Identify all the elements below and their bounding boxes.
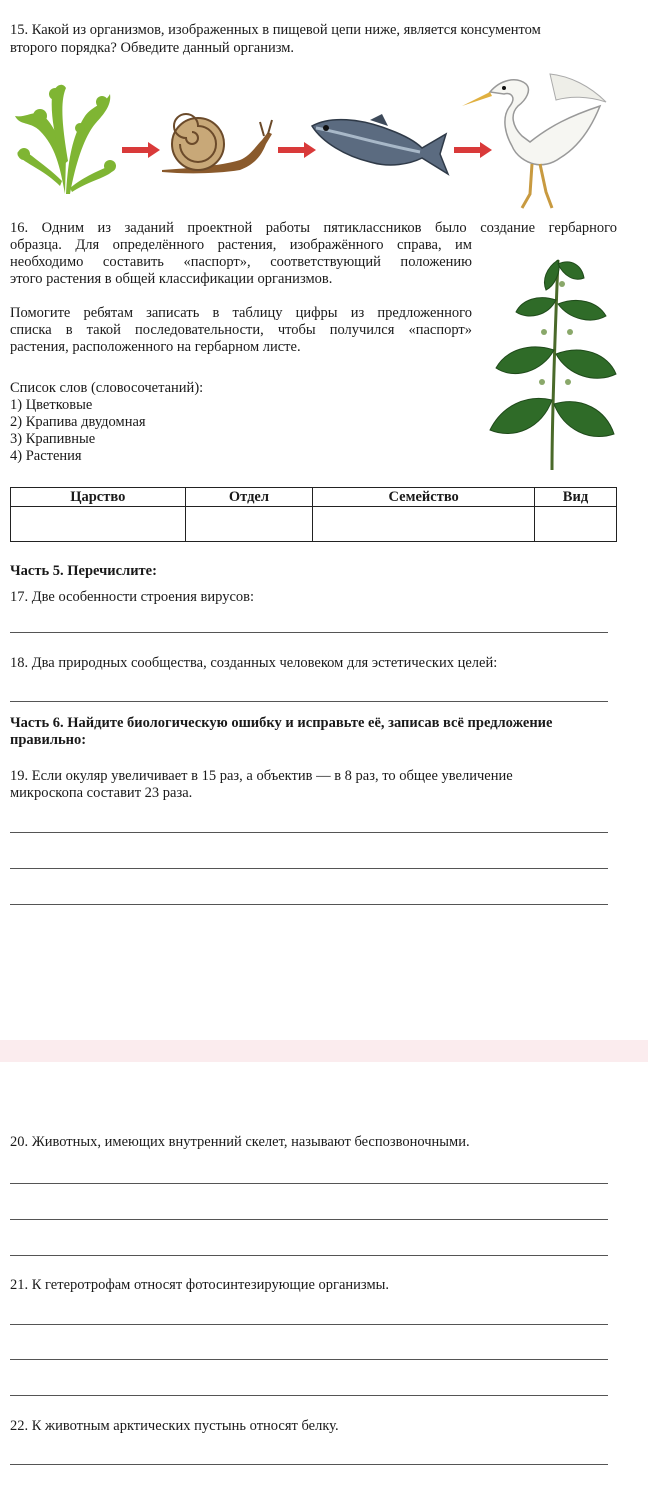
table-answer-cell[interactable] xyxy=(11,507,186,542)
answer-line[interactable] xyxy=(10,1464,608,1465)
answer-line[interactable] xyxy=(10,1255,608,1256)
answer-line[interactable] xyxy=(10,868,608,869)
q18-text: 18. Два природных сообщества, созданных человеком для эстетических целей: xyxy=(10,655,498,671)
seaweed-icon[interactable] xyxy=(10,76,120,196)
arrow-icon xyxy=(122,142,160,158)
answer-line[interactable] xyxy=(10,1359,608,1360)
nettle-plant-icon xyxy=(482,250,622,472)
part6-title-line1: Часть 6. Найдите биологическую ошибку и исправьте её, записав всё предложение xyxy=(10,715,553,731)
word-list-item: 3) Крапивные xyxy=(10,431,96,447)
table-header: Отдел xyxy=(185,488,313,507)
word-list-item: 4) Растения xyxy=(10,448,82,464)
table-answer-cell[interactable] xyxy=(185,507,313,542)
table-header: Царство xyxy=(11,488,186,507)
table-header: Семейство xyxy=(313,488,535,507)
table-header: Вид xyxy=(534,488,616,507)
q19-text-line1: 19. Если окуляр увеличивает в 15 раз, а объектив — в 8 раз, то общее увеличение xyxy=(10,768,513,784)
q17-text: 17. Две особенности строения вирусов: xyxy=(10,589,255,605)
answer-line[interactable] xyxy=(10,904,608,905)
q16-text-line1: 16. Одним из заданий проектной работы пятиклассников было создание гербарного xyxy=(10,220,617,236)
page-separator xyxy=(0,1040,648,1062)
q16-help-line2: списка в такой последовательности, чтобы получился «паспорт» xyxy=(10,322,472,338)
q19-text-line2: микроскопа составит 23 раза. xyxy=(10,785,193,801)
q16-help-line1: Помогите ребятам записать в таблицу цифры из предложенного xyxy=(10,305,472,321)
q16-text-line4: этого растения в общей классификации организмов. xyxy=(10,271,333,287)
answer-line[interactable] xyxy=(10,1324,608,1325)
part5-title: Часть 5. Перечислите: xyxy=(10,563,157,579)
word-list-title: Список слов (словосочетаний): xyxy=(10,380,204,396)
snail-icon[interactable] xyxy=(160,110,278,174)
q21-text: 21. К гетеротрофам относят фотосинтезирующие организмы. xyxy=(10,1277,389,1293)
fish-icon[interactable] xyxy=(310,112,450,178)
q16-text-line2: образца. Для определённого растения, изображённого справа, им xyxy=(10,237,472,253)
answer-line[interactable] xyxy=(10,701,608,702)
table-answer-cell[interactable] xyxy=(534,507,616,542)
word-list-item: 2) Крапива двудомная xyxy=(10,414,146,430)
answer-line[interactable] xyxy=(10,632,608,633)
table-answer-cell[interactable] xyxy=(313,507,535,542)
classification-table xyxy=(10,487,617,542)
answer-line[interactable] xyxy=(10,1395,608,1396)
answer-line[interactable] xyxy=(10,1183,608,1184)
q15-text-line2: второго порядка? Обведите данный организм. xyxy=(10,40,295,56)
q16-help-line3: растения, расположенного на гербарном листе. xyxy=(10,339,301,355)
word-list-item: 1) Цветковые xyxy=(10,397,93,413)
q20-text: 20. Животных, имеющих внутренний скелет, называют беспозвоночными. xyxy=(10,1134,470,1150)
answer-line[interactable] xyxy=(10,1219,608,1220)
answer-line[interactable] xyxy=(10,832,608,833)
heron-icon[interactable] xyxy=(460,66,610,211)
q15-text-line1: 15. Какой из организмов, изображенных в пищевой цепи ниже, является консументом xyxy=(10,22,541,38)
q22-text: 22. К животным арктических пустынь относят белку. xyxy=(10,1418,339,1434)
q16-text-line3: необходимо составить «паспорт», соответствующий положению xyxy=(10,254,472,270)
part6-title-line2: правильно: xyxy=(10,732,87,748)
